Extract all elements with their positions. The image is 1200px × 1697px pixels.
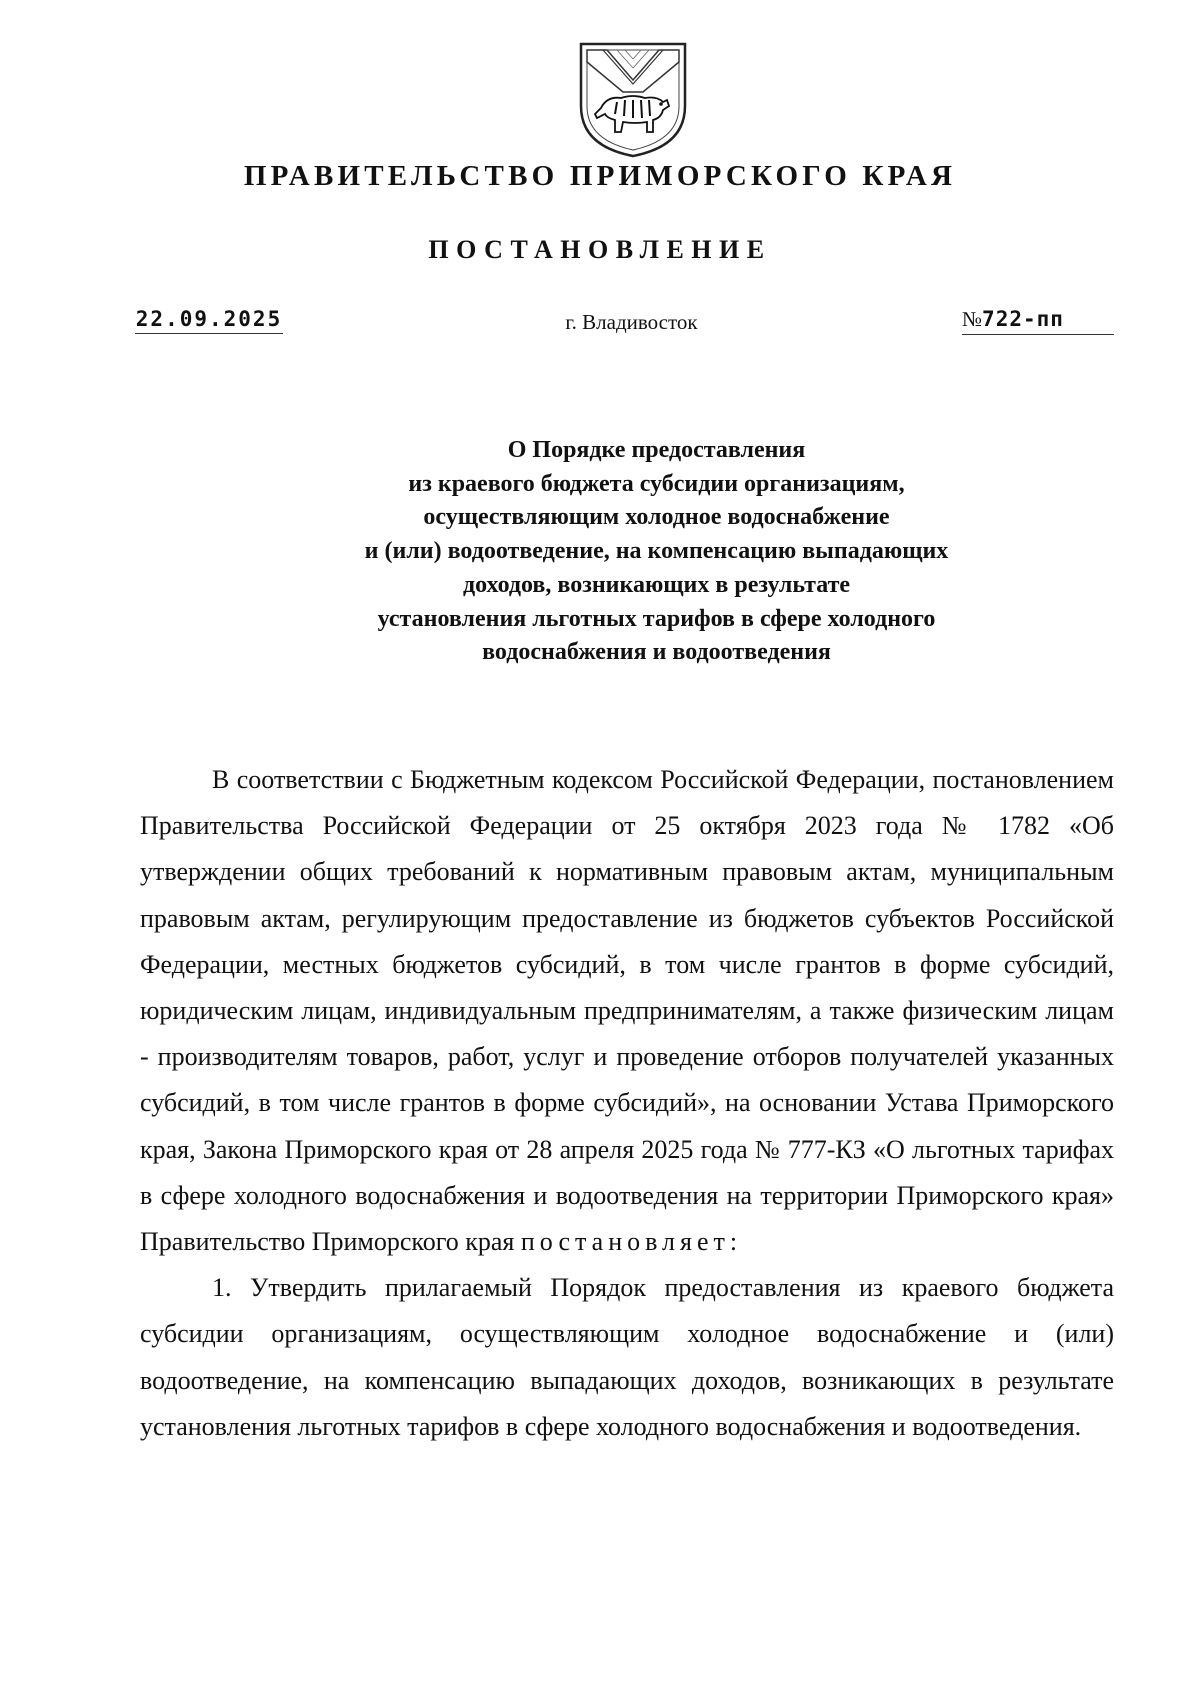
preamble-text: В соответствии с Бюджетным кодексом Российской Федерации, постановлением Правительства Российской Федерации от 25 октября 2023 года № 1782 «Об утверждении общих требований к нормативным правовым актам, муниципальным правовым актам, регулирующим предоставление из бюджетов субъектов Российской Федерации, местных бюджетов субсидий, в том числе грантов в форме субсидий, юридическим лицам, индивидуальным предпринимателям, а также физическим лицам - производителям товаров, работ, услуг и проведение отборов получателей указанных субсидий, в том числе грантов в форме субсидий», на основании Устава Приморского края, Закона Приморского края от 28 апреля 2025 года № 777-КЗ «О льготных тарифах в сфере холодного водоснабжения и водоотведения на территории Приморского края» Правительство Приморского края [140,765,1114,1257]
document-date: 22.09.2025 [135,307,283,334]
document-title [0,434,1200,670]
organization-name: ПРАВИТЕЛЬСТВО ПРИМОРСКОГО КРАЯ [243,160,957,192]
number-value: 722-пп [982,307,1064,331]
item-1-paragraph: 1. Утвердить прилагаемый Порядок предоставления из краевого бюджета субсидии организациям, осуществляющим холодное водоснабжение и (или) водоотведение, на компенсацию выпадающих доходов, возникающих в результате установления льготных тарифов в сфере холодного водоснабжения и водоотведения. [140,1273,1114,1441]
coat-of-arms-icon [577,40,689,160]
document-body [140,757,1114,1450]
title-line: из краевого бюджета субсидии организациям, [408,470,905,497]
title-line: доходов, возникающих в результате [462,571,851,598]
number-prefix: № [962,307,983,331]
title-line: водоснабжения и водоотведения [482,639,831,666]
title-line: О Порядке предоставления [507,437,806,463]
title-line: установления льготных тарифов в сфере холодного [377,605,936,632]
document-type: ПОСТАНОВЛЕНИЕ [428,235,772,264]
document-number [962,307,1114,335]
preamble-paragraph [140,757,1114,1265]
resolves-word: постановляет: [520,1227,743,1257]
title-line: осуществляющим холодное водоснабжение [423,504,890,531]
document-city: г. Владивосток [565,310,698,334]
title-line: и (или) водоотведение, на компенсацию выпадающих [364,538,949,565]
